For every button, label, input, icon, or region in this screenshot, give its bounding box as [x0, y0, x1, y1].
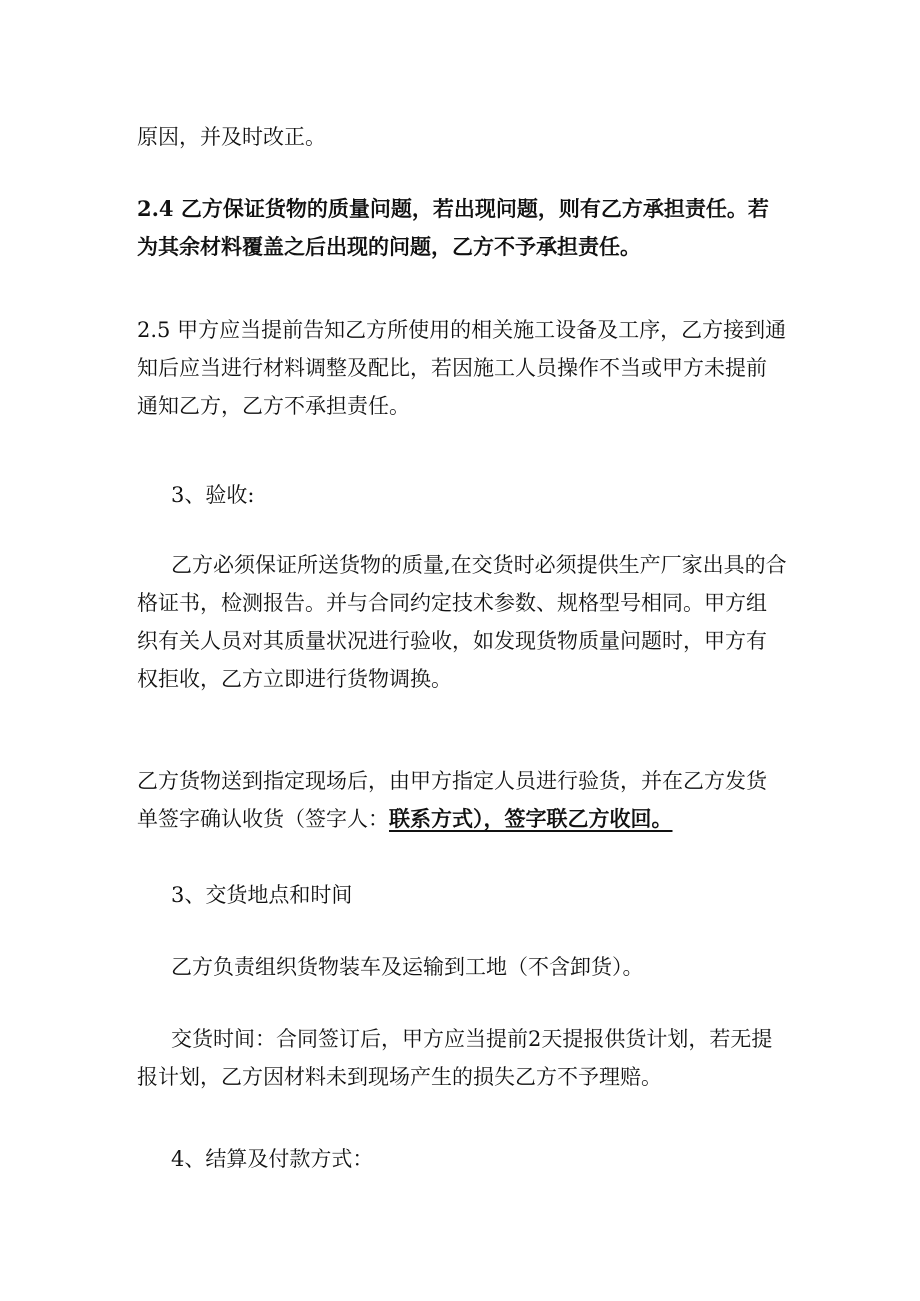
delivery-time: 交货时间：合同签订后，甲方应当提前2天提报供货计划，若无提报计划，乙方因材料未到现场产生的损失乙方不予理赔。 — [137, 1027, 773, 1089]
clause-2-4: 2.4 乙方保证货物的质量问题，若出现问题，则有乙方承担责任。若为其余材料覆盖之后出现的问题，乙方不予承担责任。 — [137, 196, 769, 259]
section-heading-delivery: 3、交货地点和时间 — [171, 883, 353, 907]
acceptance-body: 乙方必须保证所送货物的质量,在交货时必须提供生产厂家出具的合格证书，检测报告。并与合同约定技术参数、规格型号相同。甲方组织有关人员对其质量状况进行验收，如发现货物质量问题时，甲方有权拒收，乙方立即进行货物调换。 — [137, 553, 787, 691]
delivery-signature-paragraph — [137, 762, 787, 838]
paragraph-continuation: 原因，并及时改正。 — [137, 125, 326, 149]
contact-signature-underlined: 联系方式），签字联乙方收回。 — [389, 806, 673, 831]
section-heading-payment: 4、结算及付款方式： — [171, 1147, 374, 1171]
section-heading-acceptance: 3、验收: — [171, 483, 255, 507]
delivery-signature-text: 乙方货物送到指定现场后，由甲方指定人员进行验货，并在乙方发货单签字确认收货（签字人： — [137, 769, 767, 831]
delivery-location: 乙方负责组织货物装车及运输到工地（不含卸货）。 — [171, 955, 644, 979]
clause-2-5: 2.5 甲方应当提前告知乙方所使用的相关施工设备及工序，乙方接到通知后应当进行材料调整及配比，若因施工人员操作不当或甲方未提前通知乙方，乙方不承担责任。 — [137, 318, 787, 418]
